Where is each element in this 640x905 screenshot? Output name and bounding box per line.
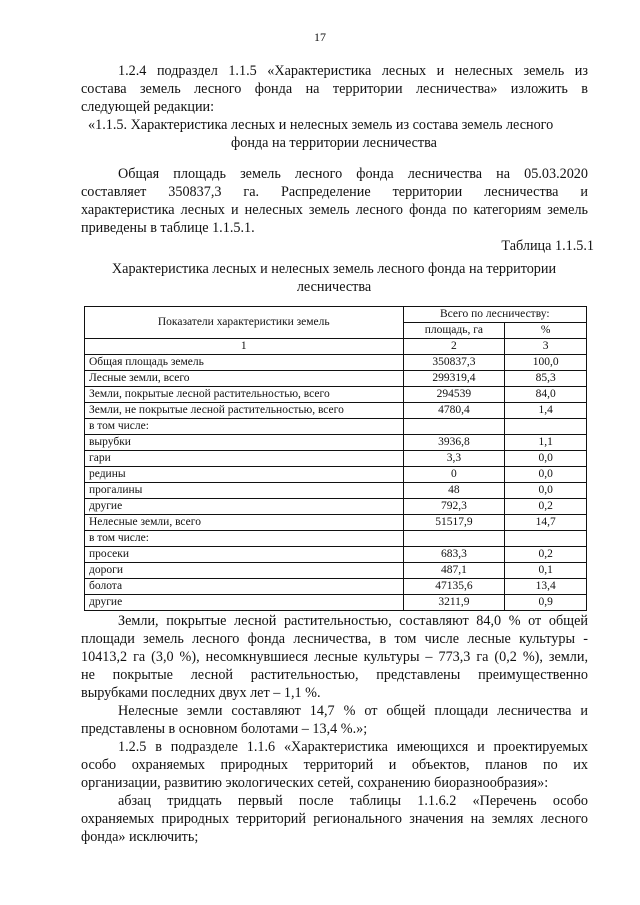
para3-line-2: представлены в основном болотами – 13,4 %.»; (81, 721, 368, 737)
table-row (85, 563, 587, 579)
row-pct: 85,3 (505, 371, 587, 387)
para3-line-1: Нелесные земли составляют 14,7 % от общей площади лесничества и (118, 703, 588, 719)
row-label: Нелесные земли, всего (85, 515, 404, 531)
colnum-1: 1 (85, 339, 404, 355)
row-pct: 0,1 (505, 563, 587, 579)
page-number: 17 (314, 30, 326, 44)
table-title-line-1: Характеристика лесных и нелесных земель лесного фонда на территории (111, 261, 557, 277)
table-row (85, 531, 587, 547)
header-pct: % (505, 323, 587, 339)
row-label: Лесные земли, всего (85, 371, 404, 387)
row-label: дороги (85, 563, 404, 579)
table-row (85, 483, 587, 499)
row-pct (505, 419, 587, 435)
para2-line-2: площади земель лесного фонда лесничества, в том числе лесные культуры - (81, 631, 588, 647)
para1-line-4: приведены в таблице 1.1.5.1. (81, 220, 255, 236)
row-area: 350837,3 (403, 355, 505, 371)
intro-line-1: 1.2.4 подраздел 1.1.5 «Характеристика лесных и нелесных земель из (118, 63, 588, 79)
row-label: редины (85, 467, 404, 483)
para5-line-1: абзац тридцать первый после таблицы 1.1.6.2 «Перечень особо (118, 793, 588, 809)
table-row (85, 467, 587, 483)
intro-line-3: следующей редакции: (81, 99, 215, 115)
table-row (85, 595, 587, 611)
para2-line-4: не покрытые лесной растительностью, представлены преимущественно (81, 667, 588, 683)
row-area: 47135,6 (403, 579, 505, 595)
row-area: 683,3 (403, 547, 505, 563)
para4-line-3: организации, развитию экологических сетей, сохранению биоразнообразия»: (81, 775, 549, 791)
para5-line-3: фонда» исключить; (81, 829, 199, 845)
row-label: в том числе: (85, 419, 404, 435)
row-pct: 13,4 (505, 579, 587, 595)
row-pct: 84,0 (505, 387, 587, 403)
row-label: гари (85, 451, 404, 467)
row-pct: 0,0 (505, 467, 587, 483)
table-row (85, 371, 587, 387)
row-area: 3211,9 (403, 595, 505, 611)
para2-line-3: 10413,2 га (3,0 %), несомкнувшиеся лесные культуры – 773,3 га (0,2 %), земли, (81, 649, 588, 665)
row-area: 294539 (403, 387, 505, 403)
table-row (85, 403, 587, 419)
section-heading-line-1: «1.1.5. Характеристика лесных и нелесных земель из состава земель лесного (88, 117, 554, 133)
row-area (403, 419, 505, 435)
table-row (85, 579, 587, 595)
row-label: Земли, покрытые лесной растительностью, всего (85, 387, 404, 403)
row-label: прогалины (85, 483, 404, 499)
para1-line-3: характеристика лесных и нелесных земель лесного фонда по категориям земель (81, 202, 588, 218)
row-label: в том числе: (85, 531, 404, 547)
para4-line-2: особо охраняемых природных территорий и объектов, планов по их (81, 757, 588, 773)
header-total: Всего по лесничеству: (403, 307, 586, 323)
para2-line-1: Земли, покрытые лесной растительностью, составляют 84,0 % от общей (118, 613, 588, 629)
row-label: другие (85, 499, 404, 515)
table-row (85, 435, 587, 451)
row-area: 299319,4 (403, 371, 505, 387)
row-pct: 14,7 (505, 515, 587, 531)
table-label: Таблица 1.1.5.1 (501, 238, 594, 254)
row-area: 487,1 (403, 563, 505, 579)
table-row (85, 515, 587, 531)
row-label: Общая площадь земель (85, 355, 404, 371)
row-area: 3,3 (403, 451, 505, 467)
row-pct: 0,2 (505, 547, 587, 563)
row-area (403, 531, 505, 547)
colnum-3: 3 (505, 339, 587, 355)
header-indicator: Показатели характеристики земель (85, 307, 404, 339)
table-row (85, 499, 587, 515)
row-area: 48 (403, 483, 505, 499)
row-pct: 0,0 (505, 451, 587, 467)
table-row (85, 419, 587, 435)
row-pct: 100,0 (505, 355, 587, 371)
para1-line-2: составляет 350837,3 га. Распределение территории лесничества и (81, 184, 588, 200)
row-label: болота (85, 579, 404, 595)
row-label: просеки (85, 547, 404, 563)
row-area: 0 (403, 467, 505, 483)
row-label: вырубки (85, 435, 404, 451)
row-label: Земли, не покрытые лесной растительностью, всего (85, 403, 404, 419)
row-pct: 1,4 (505, 403, 587, 419)
para4-line-1: 1.2.5 в подразделе 1.1.6 «Характеристика имеющихся и проектируемых (118, 739, 588, 755)
row-area: 792,3 (403, 499, 505, 515)
table-row (85, 547, 587, 563)
para1-line-1: Общая площадь земель лесного фонда лесничества на 05.03.2020 (118, 166, 588, 182)
para2-line-5: вырубками последних двух лет – 1,1 %. (81, 685, 321, 701)
land-characteristics-table (84, 306, 587, 611)
table-row (85, 451, 587, 467)
row-pct: 0,2 (505, 499, 587, 515)
table-colnum-row (85, 339, 587, 355)
row-label: другие (85, 595, 404, 611)
para5-line-2: охраняемых природных территорий регионального значения на землях лесного (81, 811, 588, 827)
row-area: 3936,8 (403, 435, 505, 451)
row-pct (505, 531, 587, 547)
table-row (85, 355, 587, 371)
header-area: площадь, га (403, 323, 505, 339)
row-area: 51517,9 (403, 515, 505, 531)
section-heading-line-2: фонда на территории лесничества (231, 135, 437, 151)
row-pct: 0,9 (505, 595, 587, 611)
row-pct: 1,1 (505, 435, 587, 451)
table-title-line-2: лесничества (296, 279, 372, 295)
table-header-row (85, 307, 587, 323)
row-pct: 0,0 (505, 483, 587, 499)
colnum-2: 2 (403, 339, 505, 355)
table-row (85, 387, 587, 403)
row-area: 4780,4 (403, 403, 505, 419)
intro-line-2: состава земель лесного фонда на территории лесничества» изложить в (81, 81, 588, 97)
